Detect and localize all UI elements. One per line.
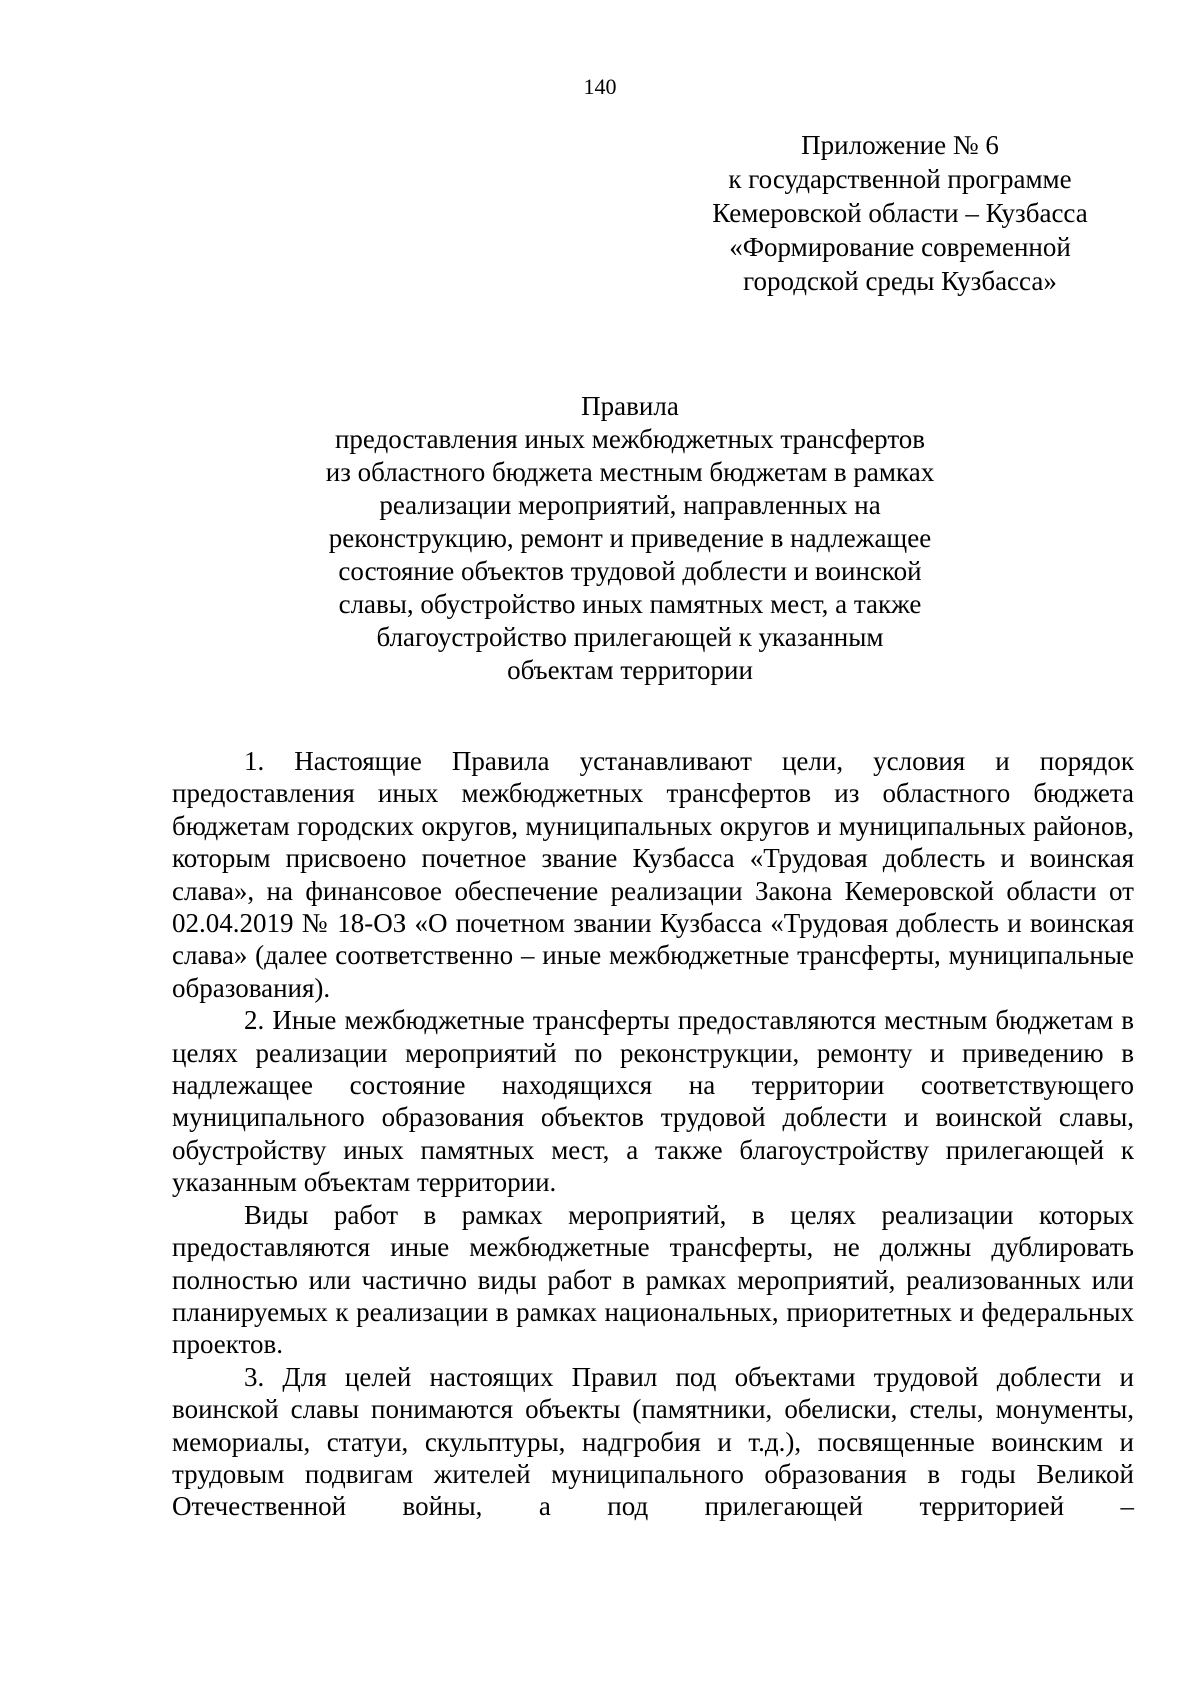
title-line: объектам территории: [507, 655, 753, 685]
title-line: предоставления иных межбюджетных трансфертов: [334, 424, 926, 454]
document-title: [290, 390, 970, 687]
title-line: Правила: [581, 391, 679, 421]
title-line: из областного бюджета местным бюджетам в рамках: [325, 457, 935, 487]
document-body: [172, 745, 1134, 1523]
appendix-line: Кемеровской области – Кузбасса: [712, 198, 1088, 228]
title-line: реализации мероприятий, направленных на: [379, 490, 881, 520]
paragraph-2: 2. Иные межбюджетные трансферты предоставляются местным бюджетам в целях реализации мероприятий по реконструкции, ремонту и приведению в надлежащее состояние находящихся на территории соответствующего муниципального образования объектов трудовой доблести и воинской славы, обустройству иных памятных мест, а также благоустройству прилегающей к указанным объектам территории.: [172, 1005, 1134, 1198]
title-line: благоустройство прилегающей к указанным: [376, 622, 884, 652]
title-line: реконструкцию, ремонт и приведение в надлежащее: [328, 523, 932, 553]
appendix-line: Приложение № 6: [801, 130, 999, 160]
title-line: состояние объектов трудовой доблести и воинской: [338, 556, 922, 586]
appendix-line: к государственной программе: [728, 164, 1072, 194]
paragraph-2-continued: Виды работ в рамках мероприятий, в целях реализации которых предоставляются иные межбюджетные трансферты, не должны дублировать полностью или частично виды работ в рамках мероприятий, реализованных или планируемых к реализации в рамках национальных, приоритетных и федеральных проектов.: [172, 1199, 1134, 1360]
paragraph-1: 1. Настоящие Правила устанавливают цели, условия и порядок предоставления иных межбюджетных трансфертов из областного бюджета бюджетам городских округов, муниципальных округов и муниципальных районов, которым присвоено почетное звание Кузбасса «Трудовая доблесть и воинская слава», на финансовое обеспечение реализации Закона Кемеровской области от 02.04.2019 № 18-ОЗ «О почетном звании Кузбасса «Трудовая доблесть и воинская слава» (далее соответственно – иные межбюджетные трансферты, муниципальные образования).: [172, 746, 1134, 1003]
page-number: 140: [583, 74, 617, 99]
title-line: славы, обустройство иных памятных мест, а также: [338, 589, 922, 619]
appendix-line: «Формирование современной: [729, 232, 1071, 262]
appendix-header: [680, 128, 1120, 298]
appendix-line: городской среды Кузбасса»: [743, 266, 1057, 296]
paragraph-3: 3. Для целей настоящих Правил под объектами трудовой доблести и воинской славы понимаются объекты (памятники, обелиски, стелы, монументы, мемориалы, статуи, скульптуры, надгробия и т.д.), посвященные воинским и трудовым подвигам жителей муниципального образования в годы Великой Отечественной войны, а под прилегающей территорией –: [172, 1361, 1134, 1522]
